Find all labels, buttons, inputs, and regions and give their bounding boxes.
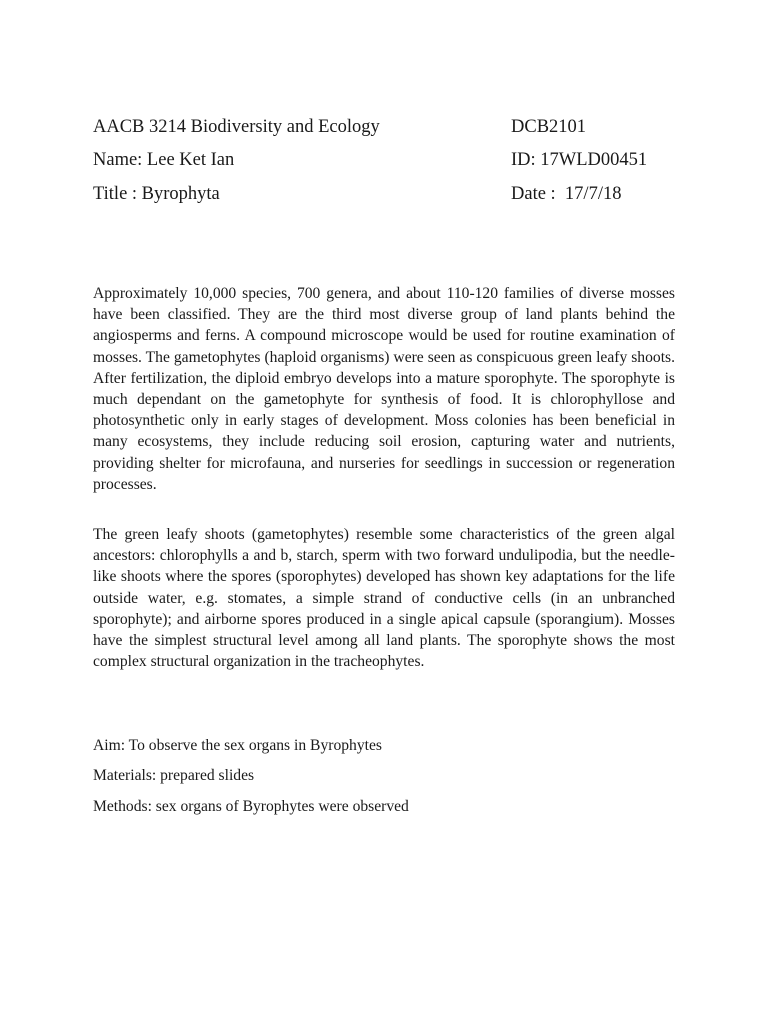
course-title: AACB 3214 Biodiversity and Ecology [93, 117, 380, 137]
header-title-row [93, 181, 693, 207]
intro-paragraph: Approximately 10,000 species, 700 genera, and about 110-120 families of diverse mosses have been classified. They are the third most diverse group of land plants behind the angiosperms and ferns. A compound microscope would be used for routine examination of mosses. The gametophytes (haploid organisms) were seen as conspicuous green leafy shoots. After fertilization, the diploid embryo develops into a mature sporophyte. The sporophyte is much dependant on the gametophyte for synthesis of food. It is chlorophyllose and photosynthetic only in early stages of development. Moss colonies has been beneficial in many ecosystems, they include reducing soil erosion, capturing water and nutrients, providing shelter for microfauna, and nurseries for seedlings in succession or regeneration processes. [93, 285, 675, 493]
gametophyte-paragraph: The green leafy shoots (gametophytes) resemble some characteristics of the green algal ancestors: chlorophylls a and b, starch, sperm with two forward undulipodia, but the needle-like shoots where the spores (sporophytes) developed has shown key adaptations for the life outside water, e.g. stomates, a simple strand of conductive cells (in an unbranched sporophyte); and airborne spores produced in a single apical capsule (sporangium). Mosses have the simplest structural level among all land plants. The sporophyte shows the most complex structural organization in the tracheophytes. [93, 526, 675, 671]
report-title: Title : Byrophyta [93, 184, 220, 204]
student-name: Name: Lee Ket Ian [93, 150, 235, 170]
methods-line: Methods: sex organs of Byrophytes were observed [93, 798, 409, 815]
materials-line: Materials: prepared slides [93, 767, 255, 784]
course-code: DCB2101 [511, 117, 587, 137]
header-name-row [93, 147, 693, 173]
aim-line: Aim: To observe the sex organs in Byrophytes [93, 737, 382, 754]
report-date: Date : 17/7/18 [511, 184, 622, 204]
student-id: ID: 17WLD00451 [511, 150, 648, 170]
header-course-row [93, 114, 693, 140]
